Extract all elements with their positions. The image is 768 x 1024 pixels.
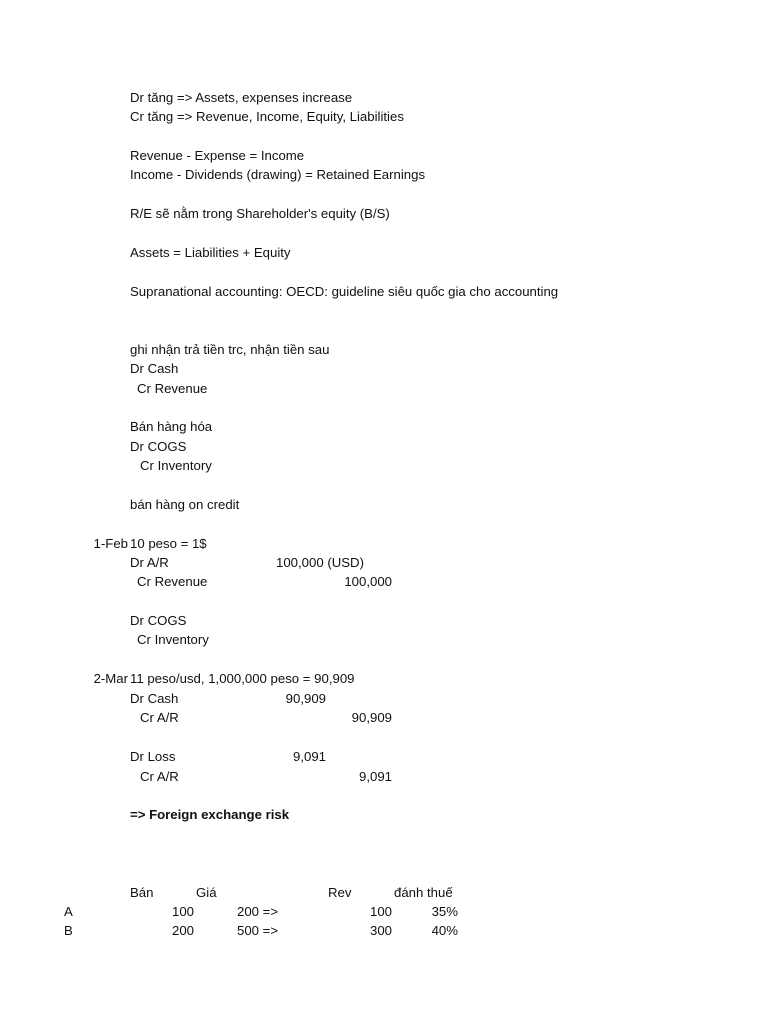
- prepaid-cr-revenue: Cr Revenue: [137, 381, 208, 396]
- fx-risk-conclusion: => Foreign exchange risk: [130, 807, 290, 822]
- tax-row-b-tax: 40%: [431, 923, 458, 938]
- feb-cr-inventory: Cr Inventory: [137, 632, 209, 647]
- sale-goods-cr-inventory: Cr Inventory: [140, 458, 212, 473]
- tax-row-b-ban: 200: [171, 923, 194, 938]
- feb-dr-ar: Dr A/R: [130, 555, 169, 570]
- tax-row-a-tax: 35%: [431, 904, 458, 919]
- mar-cr-ar-amount: 90,909: [351, 710, 392, 725]
- note-dr-increase: Dr tăng => Assets, expenses increase: [130, 90, 353, 105]
- tax-row-a-rev: 100: [369, 904, 392, 919]
- tax-header-rev: Rev: [328, 885, 352, 900]
- note-re-location: R/E sẽ nằm trong Shareholder's equity (B/S): [130, 206, 390, 221]
- mar-cr-ar: Cr A/R: [140, 710, 179, 725]
- prepaid-dr-cash: Dr Cash: [130, 361, 179, 376]
- note-supranational: Supranational accounting: OECD: guideline siêu quốc gia cho accounting: [130, 284, 559, 299]
- mar-dr-loss-amount: 9,091: [292, 749, 326, 764]
- tax-row-a-label: A: [64, 904, 73, 919]
- tax-header-gia: Giá: [196, 885, 217, 900]
- mar-dr-cash: Dr Cash: [130, 691, 179, 706]
- tax-row-b-label: B: [64, 923, 73, 938]
- feb-dr-cogs: Dr COGS: [130, 613, 187, 628]
- feb-date: 1-Feb: [93, 536, 128, 551]
- note-income-equation: Revenue - Expense = Income: [130, 148, 305, 163]
- mar-dr-cash-amount: 90,909: [285, 691, 326, 706]
- mar-rate: 11 peso/usd, 1,000,000 peso = 90,909: [130, 671, 355, 686]
- tax-row-b-gia: 500 =>: [237, 923, 279, 938]
- sale-goods-title: Bán hàng hóa: [130, 419, 213, 434]
- prepaid-title: ghi nhận trả tiền trc, nhận tiền sau: [130, 342, 330, 357]
- note-retained-earnings-equation: Income - Dividends (drawing) = Retained Earnings: [130, 167, 426, 182]
- sale-goods-dr-cogs: Dr COGS: [130, 439, 187, 454]
- mar-cr-ar-2-amount: 9,091: [358, 769, 392, 784]
- tax-row-b-rev: 300: [369, 923, 392, 938]
- tax-row-a-gia: 200 =>: [237, 904, 279, 919]
- feb-cr-revenue: Cr Revenue: [137, 574, 208, 589]
- credit-sale-title: bán hàng on credit: [130, 497, 240, 512]
- note-cr-increase: Cr tăng => Revenue, Income, Equity, Liabilities: [130, 109, 404, 124]
- mar-date: 2-Mar: [93, 671, 128, 686]
- mar-cr-ar-2: Cr A/R: [140, 769, 179, 784]
- feb-rate: 10 peso = 1$: [130, 536, 207, 551]
- tax-header-ban: Bán: [130, 885, 154, 900]
- tax-header-tax: đánh thuế: [394, 885, 453, 900]
- mar-dr-loss: Dr Loss: [130, 749, 176, 764]
- feb-dr-ar-amount: 100,000 (USD): [276, 555, 364, 570]
- feb-cr-revenue-amount: 100,000: [344, 574, 392, 589]
- tax-row-a-ban: 100: [171, 904, 194, 919]
- note-accounting-equation: Assets = Liabilities + Equity: [130, 245, 291, 260]
